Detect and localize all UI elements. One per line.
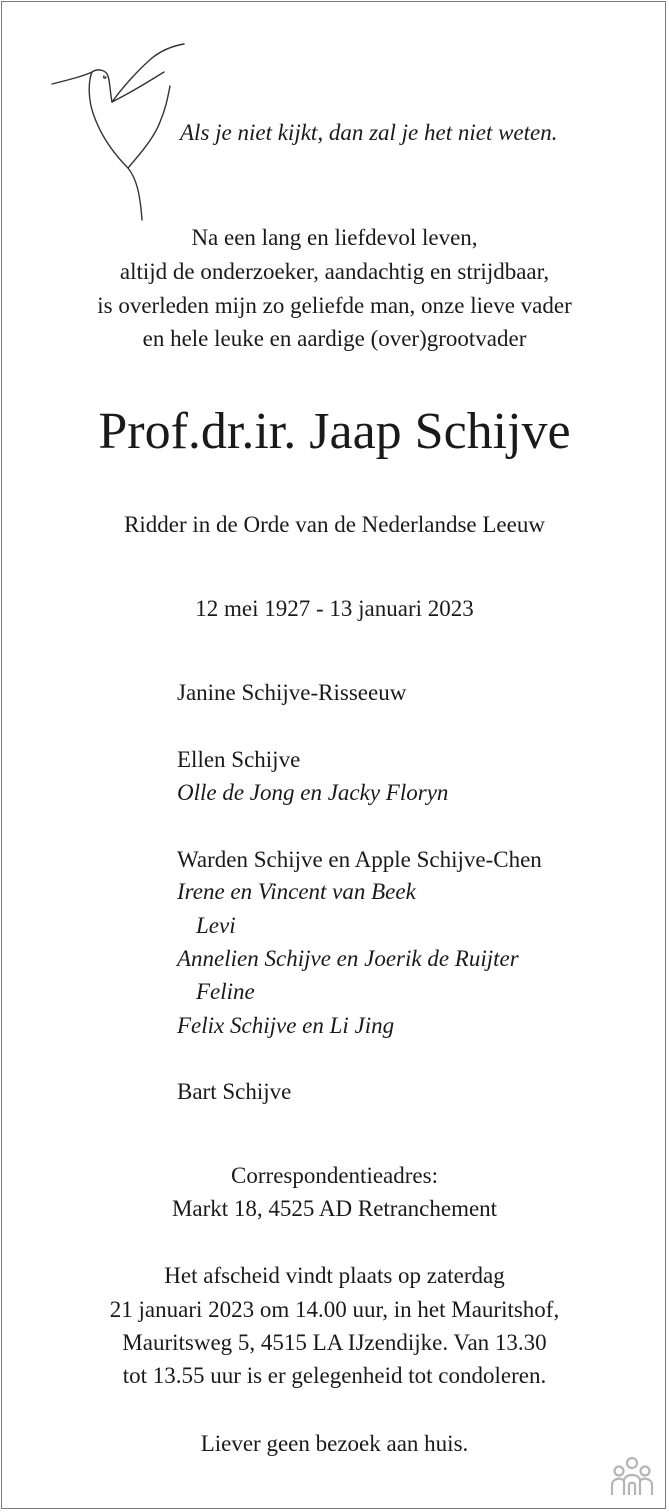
correspondence-address: Markt 18, 4525 AD Retranchement (171, 1196, 498, 1221)
intro-line: Na een lang en liefdevol leven, (191, 225, 478, 250)
ceremony-line: tot 13.55 uur is er gelegenheid tot condoleren. (122, 1363, 547, 1388)
ceremony-line: Het afscheid vindt plaats op zaterdag (164, 1263, 505, 1288)
ceremony-line: Mauritsweg 5, 4515 LA IJzendijke. Van 13.30 (122, 1330, 547, 1355)
spouse: Janine Schijve-Risseeuw (177, 680, 407, 705)
intro-line: en hele leuke en aardige (over)grootvader (142, 326, 527, 351)
hummingbird-icon (48, 42, 190, 222)
honor-title: Ridder in de Orde van de Nederlandse Leeuw (124, 512, 545, 537)
grandchildren: Annelien Schijve en Joerik de Ruijter (177, 946, 519, 971)
child: Warden Schijve en Apple Schijve-Chen (177, 847, 542, 872)
people-group-logo-icon (609, 1455, 655, 1499)
child: Ellen Schijve (177, 747, 301, 772)
great-grandchild: Levi (196, 913, 236, 938)
intro-line: altijd de onderzoeker, aandachtig en strijdbaar, (119, 259, 550, 284)
grandchildren: Olle de Jong en Jacky Floryn (177, 780, 449, 805)
great-grandchild: Feline (196, 979, 255, 1004)
deceased-name: Prof.dr.ir. Jaap Schijve (98, 403, 571, 460)
grandchildren: Felix Schijve en Li Jing (177, 1013, 395, 1038)
correspondence-label: Correspondentieadres: (231, 1163, 438, 1188)
ceremony-line: 21 januari 2023 om 14.00 uur, in het Mauritshof, (109, 1297, 560, 1322)
grandchildren: Irene en Vincent van Beek (177, 879, 416, 904)
child: Bart Schijve (177, 1079, 292, 1104)
motto: Als je niet kijkt, dan zal je het niet weten. (180, 120, 558, 145)
closing-note: Liever geen bezoek aan huis. (200, 1431, 469, 1456)
intro-line: is overleden mijn zo geliefde man, onze lieve vader (97, 293, 572, 318)
life-dates: 12 mei 1927 - 13 januari 2023 (195, 596, 474, 621)
